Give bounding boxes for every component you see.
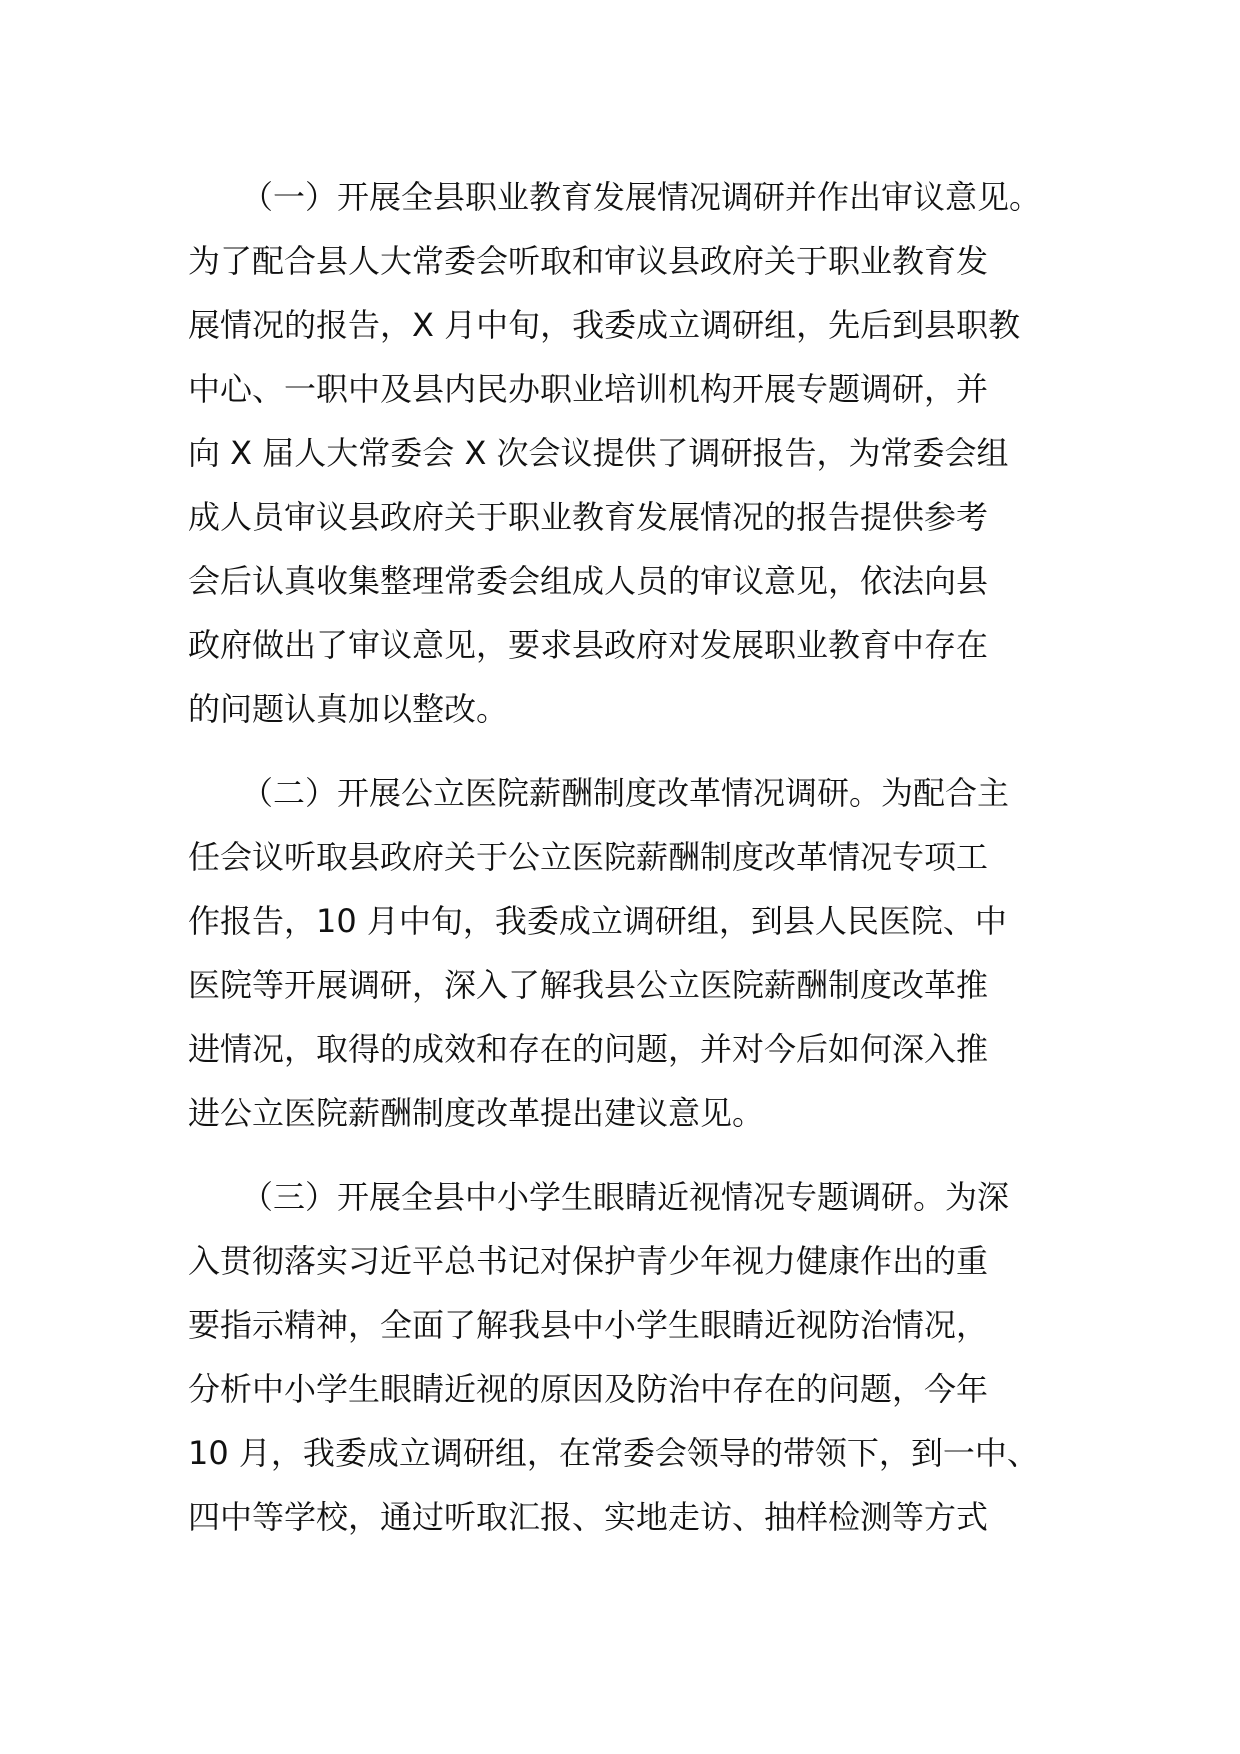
text-line: 政府做出了审议意见，要求县政府对发展职业教育中存在: [188, 626, 989, 664]
text-line: 中心、一职中及县内民办职业培训机构开展专题调研，并: [188, 370, 989, 408]
text-line: 会后认真收集整理常委会组成人员的审议意见，依法向县: [188, 562, 989, 600]
text-line: 进情况，取得的成效和存在的问题，并对今后如何深入推: [188, 1030, 989, 1068]
document-body: [188, 165, 1068, 1569]
text-line: 医院等开展调研，深入了解我县公立医院薪酬制度改革推: [188, 966, 989, 1004]
text-line: 成人员审议县政府关于职业教育发展情况的报告提供参考: [188, 498, 989, 536]
text-line: 展情况的报告，X 月中旬，我委成立调研组，先后到县职教: [188, 306, 1021, 344]
text-line: （三）开展全县中小学生眼睛近视情况专题调研。为深: [241, 1178, 1010, 1216]
text-line: 要指示精神，全面了解我县中小学生眼睛近视防治情况，: [188, 1306, 989, 1344]
paragraph-student-myopia: [188, 1165, 1068, 1549]
text-line: 四中等学校，通过听取汇报、实地走访、抽样检测等方式: [188, 1498, 989, 1536]
text-line: 进公立医院薪酬制度改革提出建议意见。: [188, 1094, 765, 1132]
text-line: （一）开展全县职业教育发展情况调研并作出审议意见。: [241, 178, 1042, 216]
text-line: 作报告，10 月中旬，我委成立调研组，到县人民医院、中: [188, 902, 1007, 940]
text-line: （二）开展公立医院薪酬制度改革情况调研。为配合主: [241, 774, 1010, 812]
text-line: 为了配合县人大常委会听取和审议县政府关于职业教育发: [188, 242, 989, 280]
paragraph-vocational-education: [188, 165, 1068, 741]
text-line: 入贯彻落实习近平总书记对保护青少年视力健康作出的重: [188, 1242, 989, 1280]
text-line: 10 月，我委成立调研组，在常委会领导的带领下，到一中、: [188, 1434, 1039, 1472]
text-line: 的问题认真加以整改。: [188, 690, 509, 728]
text-line: 任会议听取县政府关于公立医院薪酬制度改革情况专项工: [188, 838, 989, 876]
text-line: 分析中小学生眼睛近视的原因及防治中存在的问题，今年: [188, 1370, 989, 1408]
text-line: 向 X 届人大常委会 X 次会议提供了调研报告，为常委会组: [188, 434, 1009, 472]
paragraph-hospital-salary-reform: [188, 761, 1068, 1145]
